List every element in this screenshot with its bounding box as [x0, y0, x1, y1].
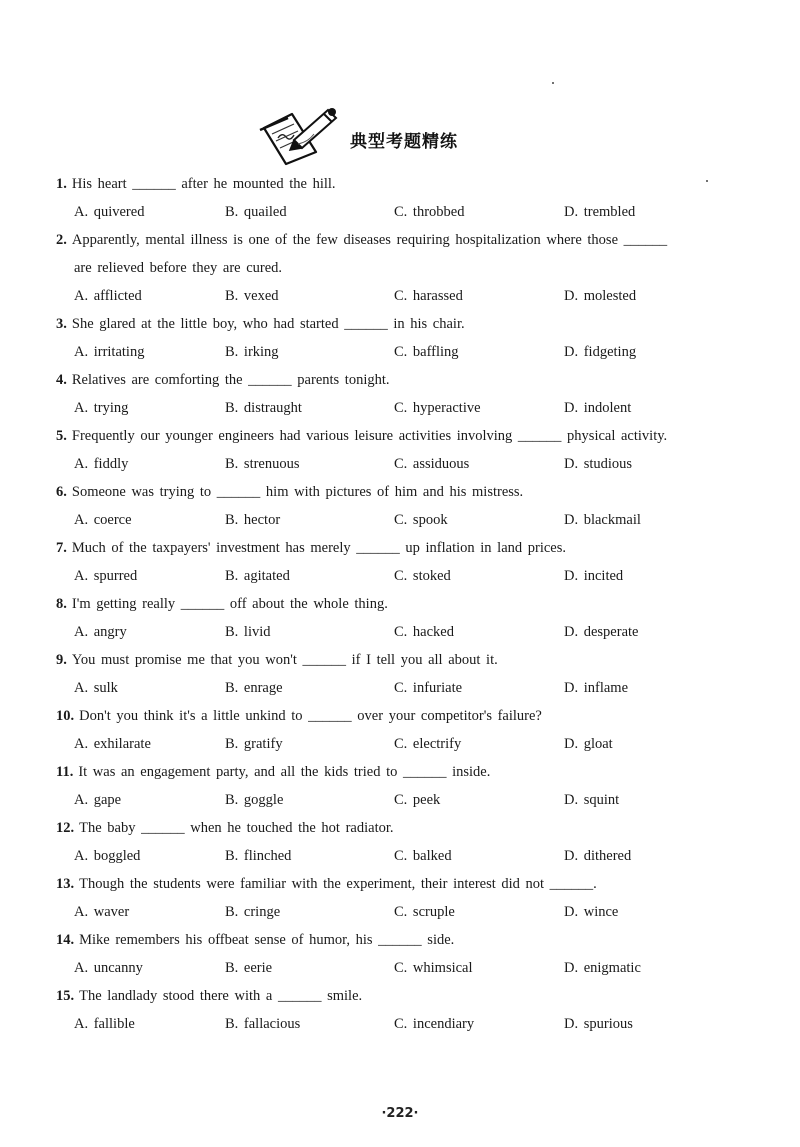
- option-row: [74, 1010, 756, 1038]
- option-a: A. trying: [74, 400, 129, 416]
- question-stem: His heart ______ after he mounted the hill.: [71, 176, 336, 192]
- option-d: D. studious: [564, 456, 633, 472]
- question-stem: Relatives are comforting the ______ parents tonight.: [71, 372, 390, 388]
- option-b: B. strenuous: [225, 456, 300, 472]
- option-d: D. dithered: [564, 848, 632, 864]
- question-item: [56, 646, 756, 702]
- option-c: C. throbbed: [394, 204, 465, 220]
- question-item: [56, 814, 756, 870]
- option-row: [74, 730, 756, 758]
- option-row: [74, 842, 756, 870]
- question-stem: Don't you think it's a little unkind to ______ over your competitor's failure?: [79, 708, 542, 724]
- question-number: 12.: [56, 820, 75, 836]
- option-a: A. sulk: [74, 680, 118, 696]
- question-stem: Much of the taxpayers' investment has merely ______ up inflation in land prices.: [71, 540, 566, 556]
- section-header: [258, 100, 538, 170]
- question-number: 14.: [56, 932, 75, 948]
- option-c: C. electrify: [394, 736, 462, 752]
- option-b: B. cringe: [225, 904, 281, 920]
- option-a: A. quivered: [74, 204, 145, 220]
- question-number: 5.: [56, 428, 67, 444]
- option-d: D. inflame: [564, 680, 629, 696]
- option-c: C. assiduous: [394, 456, 470, 472]
- option-row: [74, 674, 756, 702]
- option-d: D. fidgeting: [564, 344, 637, 360]
- question-stem: You must promise me that you won't ______ if I tell you all about it.: [71, 652, 498, 668]
- option-b: B. irking: [225, 344, 279, 360]
- option-d: D. molested: [564, 288, 637, 304]
- option-row: [74, 898, 756, 926]
- question-number: 4.: [56, 372, 67, 388]
- question-item: [56, 870, 756, 926]
- option-b: B. gratify: [225, 736, 283, 752]
- option-d: D. incited: [564, 568, 624, 584]
- option-row: [74, 506, 756, 534]
- question-item: [56, 170, 756, 226]
- option-row: [74, 562, 756, 590]
- option-row: [74, 786, 756, 814]
- option-c: C. incendiary: [394, 1016, 475, 1032]
- pen-paper-icon: [258, 100, 342, 166]
- option-row: [74, 338, 756, 366]
- question-item: [56, 226, 756, 310]
- question-item: [56, 478, 756, 534]
- page-number: ·222·: [381, 1106, 419, 1121]
- option-d: D. wince: [564, 904, 619, 920]
- option-a: A. coerce: [74, 512, 132, 528]
- option-c: C. hyperactive: [394, 400, 481, 416]
- question-stem: Someone was trying to ______ him with pictures of him and his mistress.: [71, 484, 524, 500]
- question-number: 15.: [56, 988, 75, 1004]
- option-d: D. squint: [564, 792, 620, 808]
- option-d: D. desperate: [564, 624, 639, 640]
- question-stem: Apparently, mental illness is one of the few diseases requiring hospitalization where those ______: [71, 232, 668, 248]
- question-item: [56, 702, 756, 758]
- option-d: D. trembled: [564, 204, 636, 220]
- option-b: B. goggle: [225, 792, 284, 808]
- option-b: B. agitated: [225, 568, 290, 584]
- option-d: D. enigmatic: [564, 960, 641, 976]
- question-number: 9.: [56, 652, 67, 668]
- question-number: 13.: [56, 876, 75, 892]
- option-b: B. hector: [225, 512, 281, 528]
- option-c: C. hacked: [394, 624, 454, 640]
- question-item: [56, 758, 756, 814]
- option-c: C. scruple: [394, 904, 455, 920]
- question-number: 1.: [56, 176, 67, 192]
- question-number: 8.: [56, 596, 67, 612]
- option-row: [74, 618, 756, 646]
- option-a: A. fiddly: [74, 456, 129, 472]
- question-item: [56, 366, 756, 422]
- option-a: A. fallible: [74, 1016, 135, 1032]
- option-b: B. enrage: [225, 680, 283, 696]
- option-b: B. livid: [225, 624, 271, 640]
- question-number: 7.: [56, 540, 67, 556]
- option-b: B. quailed: [225, 204, 287, 220]
- question-item: [56, 926, 756, 982]
- question-item: [56, 310, 756, 366]
- option-b: B. eerie: [225, 960, 273, 976]
- option-b: B. fallacious: [225, 1016, 301, 1032]
- question-number: 11.: [56, 764, 74, 780]
- option-d: D. gloat: [564, 736, 613, 752]
- question-stem: Mike remembers his offbeat sense of humor, his ______ side.: [79, 932, 455, 948]
- option-c: C. balked: [394, 848, 452, 864]
- option-row: [74, 394, 756, 422]
- question-stem: She glared at the little boy, who had started ______ in his chair.: [71, 316, 465, 332]
- option-a: A. afflicted: [74, 288, 142, 304]
- option-a: A. exhilarate: [74, 736, 151, 752]
- option-c: C. peek: [394, 792, 441, 808]
- question-item: [56, 534, 756, 590]
- question-stem: Though the students were familiar with the experiment, their interest did not ______.: [79, 876, 597, 892]
- option-c: C. stoked: [394, 568, 451, 584]
- section-title: 典型考题精练: [350, 132, 458, 152]
- question-item: [56, 422, 756, 478]
- option-c: C. infuriate: [394, 680, 463, 696]
- option-row: [74, 954, 756, 982]
- option-d: D. blackmail: [564, 512, 641, 528]
- option-c: C. baffling: [394, 344, 459, 360]
- option-c: C. harassed: [394, 288, 463, 304]
- option-b: B. flinched: [225, 848, 292, 864]
- option-b: B. distraught: [225, 400, 302, 416]
- question-stem: It was an engagement party, and all the kids tried to ______ inside.: [78, 764, 491, 780]
- question-number: 2.: [56, 232, 67, 248]
- question-stem: The baby ______ when he touched the hot radiator.: [79, 820, 394, 836]
- option-row: [74, 198, 756, 226]
- scan-speck: [706, 180, 708, 182]
- option-c: C. spook: [394, 512, 448, 528]
- option-a: A. irritating: [74, 344, 145, 360]
- question-number: 10.: [56, 708, 75, 724]
- option-a: A. angry: [74, 624, 127, 640]
- scan-speck: [552, 82, 554, 84]
- question-item: [56, 982, 756, 1038]
- question-item: [56, 590, 756, 646]
- question-stem-continuation: are relieved before they are cured.: [74, 260, 283, 276]
- question-stem: I'm getting really ______ off about the whole thing.: [71, 596, 388, 612]
- option-a: A. waver: [74, 904, 130, 920]
- option-a: A. boggled: [74, 848, 141, 864]
- option-b: B. vexed: [225, 288, 279, 304]
- option-row: [74, 282, 756, 310]
- option-a: A. spurred: [74, 568, 138, 584]
- option-a: A. gape: [74, 792, 122, 808]
- question-number: 6.: [56, 484, 67, 500]
- option-row: [74, 450, 756, 478]
- question-stem: The landlady stood there with a ______ smile.: [79, 988, 363, 1004]
- question-number: 3.: [56, 316, 67, 332]
- option-d: D. indolent: [564, 400, 632, 416]
- option-c: C. whimsical: [394, 960, 473, 976]
- option-d: D. spurious: [564, 1016, 633, 1032]
- question-list: [56, 170, 756, 1038]
- question-stem: Frequently our younger engineers had various leisure activities involving ______ physical activity.: [71, 428, 668, 444]
- option-a: A. uncanny: [74, 960, 143, 976]
